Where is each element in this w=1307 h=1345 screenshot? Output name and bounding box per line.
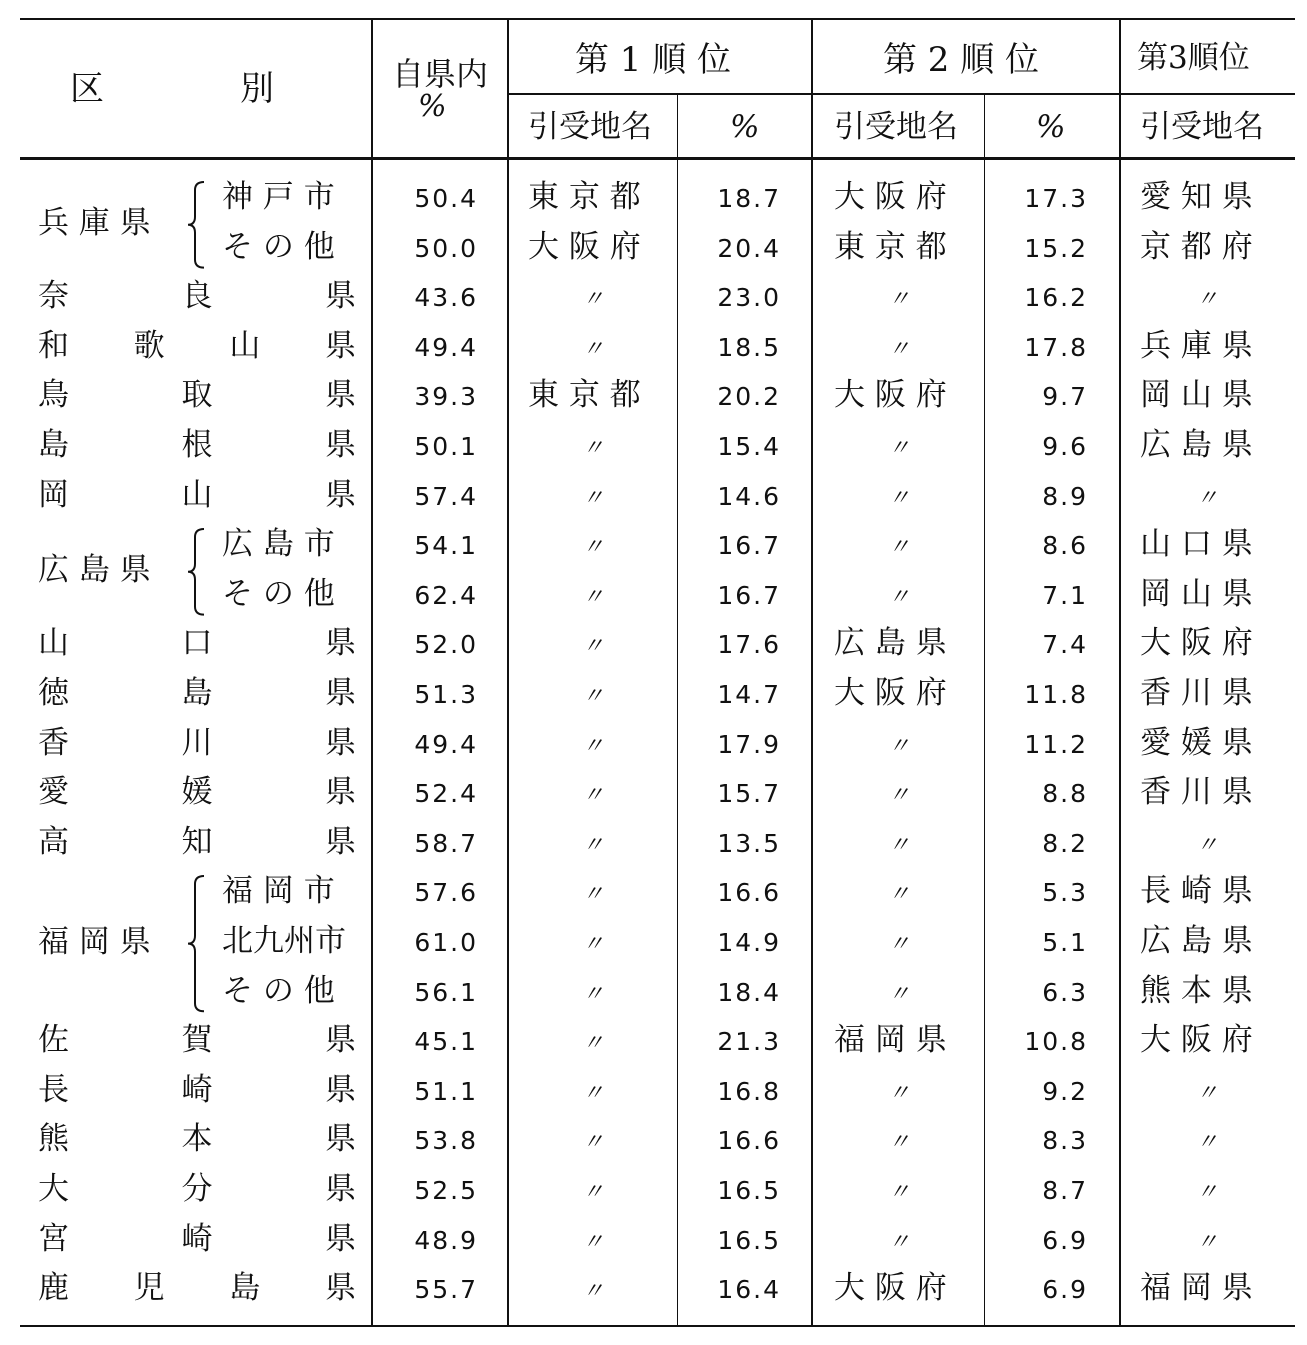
rank2-pct: 8.7 — [1042, 1176, 1088, 1205]
rank1-place: 〃 — [581, 882, 604, 907]
header-bottom-rule — [20, 157, 1295, 160]
rank2-place: 〃 — [887, 585, 910, 610]
group-brace — [186, 527, 210, 617]
rank2-place: 〃 — [887, 337, 910, 362]
rank2-pct: 16.2 — [1024, 283, 1088, 312]
region-name: 和 歌 山 県 — [38, 328, 356, 364]
rank3-place: 〃 — [1195, 287, 1218, 312]
rank1-place: 東 京 都 — [528, 179, 641, 215]
jiken-pct: 52.4 — [414, 779, 478, 808]
rank3-place: 愛 媛 県 — [1140, 725, 1253, 761]
rank1-place: 大 阪 府 — [528, 229, 641, 265]
header-rank2: 第 2 順 位 — [883, 40, 1040, 80]
jiken-pct: 49.4 — [414, 333, 478, 362]
rank1-pct: 14.6 — [717, 482, 781, 511]
rank1-pct: 14.7 — [717, 680, 781, 709]
rank2-pct: 8.6 — [1042, 531, 1088, 560]
header-jiken-line1: 自県内 — [392, 55, 489, 93]
rank1-place: 〃 — [581, 585, 604, 610]
rank3-place: 大 阪 府 — [1140, 1022, 1253, 1058]
rank1-pct: 23.0 — [717, 283, 781, 312]
rank1-place: 〃 — [581, 684, 604, 709]
jiken-pct: 43.6 — [414, 283, 478, 312]
rank2-pct: 5.1 — [1042, 928, 1088, 957]
jiken-pct: 48.9 — [414, 1226, 478, 1255]
rank1-place: 〃 — [581, 1230, 604, 1255]
rank1-place: 〃 — [581, 1081, 604, 1106]
rank1-pct: 17.9 — [717, 730, 781, 759]
table-bottom-rule — [20, 1325, 1295, 1327]
rank1-pct: 21.3 — [717, 1027, 781, 1056]
rank3-place: 〃 — [1195, 1081, 1218, 1106]
rank2-place: 〃 — [887, 982, 910, 1007]
rank2-pct: 7.1 — [1042, 581, 1088, 610]
rank1-pct: 16.4 — [717, 1275, 781, 1304]
rank2-place: 〃 — [887, 932, 910, 957]
rank2-place: 〃 — [887, 287, 910, 312]
header-jiken-line2: % — [418, 89, 447, 124]
jiken-pct: 39.3 — [414, 382, 478, 411]
group-brace — [186, 874, 210, 1013]
rank2-place: 〃 — [887, 1180, 910, 1205]
jiken-pct: 55.7 — [414, 1275, 478, 1304]
column-divider-region — [371, 20, 373, 1325]
rank3-place: 兵 庫 県 — [1140, 328, 1253, 364]
jiken-pct: 61.0 — [414, 928, 478, 957]
rank2-pct: 11.2 — [1024, 730, 1088, 759]
jiken-pct: 51.1 — [414, 1077, 478, 1106]
rank3-place: 香 川 県 — [1140, 675, 1253, 711]
rank1-place: 〃 — [581, 932, 604, 957]
rank3-place: 山 口 県 — [1140, 526, 1253, 562]
rank2-place: 大 阪 府 — [834, 377, 947, 413]
rank2-pct: 9.7 — [1042, 382, 1088, 411]
rank3-place: 長 崎 県 — [1140, 873, 1253, 909]
jiken-pct: 58.7 — [414, 829, 478, 858]
rank2-place: 〃 — [887, 1081, 910, 1106]
rank3-place: 広 島 県 — [1140, 427, 1253, 463]
rank1-place: 〃 — [581, 436, 604, 461]
rank1-pct: 16.7 — [717, 531, 781, 560]
rank1-pct: 13.5 — [717, 829, 781, 858]
rank2-place: 大 阪 府 — [834, 1270, 947, 1306]
rank1-pct: 20.2 — [717, 382, 781, 411]
rank3-place: 〃 — [1195, 486, 1218, 511]
header-rank2-place: 引受地名 — [834, 109, 958, 145]
rank1-place: 〃 — [581, 982, 604, 1007]
rank2-pct: 8.3 — [1042, 1126, 1088, 1155]
group-label: 福 岡 県 — [38, 924, 151, 960]
rank2-place: 東 京 都 — [834, 229, 947, 265]
rank2-place: 〃 — [887, 833, 910, 858]
rank2-pct: 10.8 — [1024, 1027, 1088, 1056]
column-divider-jiken — [507, 20, 509, 1325]
rank2-pct: 15.2 — [1024, 234, 1088, 263]
rank2-pct: 5.3 — [1042, 878, 1088, 907]
region-name: 香 川 県 — [38, 725, 356, 761]
jiken-pct: 52.0 — [414, 630, 478, 659]
region-sub-name: そ の 他 — [222, 229, 335, 265]
jiken-pct: 57.6 — [414, 878, 478, 907]
region-name: 鳥 取 県 — [38, 377, 356, 413]
column-divider-rank2 — [984, 95, 985, 1325]
region-name: 高 知 県 — [38, 824, 356, 860]
header-rank1-place: 引受地名 — [528, 109, 652, 145]
group-label: 広 島 県 — [38, 552, 151, 588]
rank3-place: 岡 山 県 — [1140, 377, 1253, 413]
jiken-pct: 53.8 — [414, 1126, 478, 1155]
region-name: 山 口 県 — [38, 625, 356, 661]
rank2-place: 〃 — [887, 734, 910, 759]
rank3-place: 香 川 県 — [1140, 774, 1253, 810]
jiken-pct: 45.1 — [414, 1027, 478, 1056]
rank1-place: 〃 — [581, 634, 604, 659]
rank3-place: 岡 山 県 — [1140, 576, 1253, 612]
rank2-place: 大 阪 府 — [834, 675, 947, 711]
rank1-pct: 16.8 — [717, 1077, 781, 1106]
region-sub-name: 福 岡 市 — [222, 873, 335, 909]
jiken-pct: 56.1 — [414, 978, 478, 1007]
rank1-place: 〃 — [581, 833, 604, 858]
jiken-pct: 51.3 — [414, 680, 478, 709]
rank2-place: 広 島 県 — [834, 625, 947, 661]
jiken-pct: 50.0 — [414, 234, 478, 263]
rank2-place: 大 阪 府 — [834, 179, 947, 215]
header-rank1-pct: % — [730, 109, 760, 145]
rank1-pct: 16.7 — [717, 581, 781, 610]
rank3-place: 大 阪 府 — [1140, 625, 1253, 661]
region-sub-name: そ の 他 — [222, 576, 335, 612]
region-name: 宮 崎 県 — [38, 1221, 356, 1257]
rank1-place: 〃 — [581, 287, 604, 312]
rank3-place: 〃 — [1195, 1180, 1218, 1205]
rank3-place: 〃 — [1195, 1230, 1218, 1255]
rank3-place: 福 岡 県 — [1140, 1270, 1253, 1306]
jiken-pct: 54.1 — [414, 531, 478, 560]
rank1-pct: 15.4 — [717, 432, 781, 461]
rank1-pct: 18.5 — [717, 333, 781, 362]
rank1-place: 〃 — [581, 1031, 604, 1056]
jiken-pct: 50.1 — [414, 432, 478, 461]
header-rank3: 第3順位 — [1137, 40, 1250, 76]
column-divider-rank2-end — [1119, 20, 1121, 1325]
region-sub-name: 北九州市 — [222, 923, 346, 959]
rank2-place: 福 岡 県 — [834, 1022, 947, 1058]
rank1-place: 〃 — [581, 734, 604, 759]
rank1-place: 〃 — [581, 1180, 604, 1205]
rank3-place: 京 都 府 — [1140, 229, 1253, 265]
region-name: 大 分 県 — [38, 1171, 356, 1207]
rank1-place: 〃 — [581, 486, 604, 511]
jiken-pct: 50.4 — [414, 184, 478, 213]
rank2-place: 〃 — [887, 486, 910, 511]
rank1-pct: 14.9 — [717, 928, 781, 957]
region-name: 徳 島 県 — [38, 675, 356, 711]
jiken-pct: 62.4 — [414, 581, 478, 610]
rank1-pct: 16.5 — [717, 1176, 781, 1205]
rank2-pct: 17.8 — [1024, 333, 1088, 362]
region-name: 愛 媛 県 — [38, 774, 356, 810]
region-sub-name: そ の 他 — [222, 973, 335, 1009]
region-name: 奈 良 県 — [38, 278, 356, 314]
rank1-pct: 15.7 — [717, 779, 781, 808]
jiken-pct: 52.5 — [414, 1176, 478, 1205]
rank2-pct: 8.8 — [1042, 779, 1088, 808]
rank2-place: 〃 — [887, 535, 910, 560]
rank2-pct: 6.3 — [1042, 978, 1088, 1007]
rank1-pct: 18.4 — [717, 978, 781, 1007]
header-rank1: 第 1 順 位 — [575, 40, 732, 80]
rank3-place: 熊 本 県 — [1140, 973, 1253, 1009]
region-sub-name: 広 島 市 — [222, 526, 335, 562]
region-name: 島 根 県 — [38, 427, 356, 463]
table-top-rule — [20, 18, 1295, 20]
region-name: 熊 本 県 — [38, 1121, 356, 1157]
rank2-pct: 11.8 — [1024, 680, 1088, 709]
region-sub-name: 神 戸 市 — [222, 179, 335, 215]
rank2-pct: 8.2 — [1042, 829, 1088, 858]
rank3-place: 広 島 県 — [1140, 923, 1253, 959]
rank3-place: 〃 — [1195, 1130, 1218, 1155]
region-name: 鹿 児 島 県 — [38, 1270, 356, 1306]
region-name: 長 崎 県 — [38, 1072, 356, 1108]
rank1-place: 東 京 都 — [528, 377, 641, 413]
rank2-pct: 7.4 — [1042, 630, 1088, 659]
rank3-place: 〃 — [1195, 833, 1218, 858]
rank1-pct: 20.4 — [717, 234, 781, 263]
rank2-pct: 9.6 — [1042, 432, 1088, 461]
rank1-place: 〃 — [581, 783, 604, 808]
rank1-place: 〃 — [581, 1130, 604, 1155]
group-brace — [186, 180, 210, 270]
rank1-place: 〃 — [581, 1279, 604, 1304]
rank1-place: 〃 — [581, 535, 604, 560]
rank3-place: 愛 知 県 — [1140, 179, 1253, 215]
rank1-pct: 16.5 — [717, 1226, 781, 1255]
jiken-pct: 57.4 — [414, 482, 478, 511]
rank2-place: 〃 — [887, 882, 910, 907]
header-rank2-pct: % — [1036, 109, 1066, 145]
rank-subheader-rule — [508, 93, 1295, 95]
rank2-pct: 6.9 — [1042, 1226, 1088, 1255]
jiken-pct: 49.4 — [414, 730, 478, 759]
region-name: 岡 山 県 — [38, 477, 356, 513]
header-kubun: 区 別 — [70, 69, 274, 109]
rank1-pct: 18.7 — [717, 184, 781, 213]
rank1-place: 〃 — [581, 337, 604, 362]
rank2-place: 〃 — [887, 1130, 910, 1155]
rank2-place: 〃 — [887, 783, 910, 808]
rank2-pct: 6.9 — [1042, 1275, 1088, 1304]
rank2-pct: 9.2 — [1042, 1077, 1088, 1106]
column-divider-rank1 — [677, 95, 678, 1325]
rank1-pct: 16.6 — [717, 878, 781, 907]
rank2-pct: 17.3 — [1024, 184, 1088, 213]
region-name: 佐 賀 県 — [38, 1022, 356, 1058]
rank2-place: 〃 — [887, 1230, 910, 1255]
rank1-pct: 16.6 — [717, 1126, 781, 1155]
group-label: 兵 庫 県 — [38, 205, 151, 241]
column-divider-rank1-end — [811, 20, 813, 1325]
rank2-place: 〃 — [887, 436, 910, 461]
rank2-pct: 8.9 — [1042, 482, 1088, 511]
header-rank3-place: 引受地名 — [1140, 109, 1264, 145]
rank1-pct: 17.6 — [717, 630, 781, 659]
